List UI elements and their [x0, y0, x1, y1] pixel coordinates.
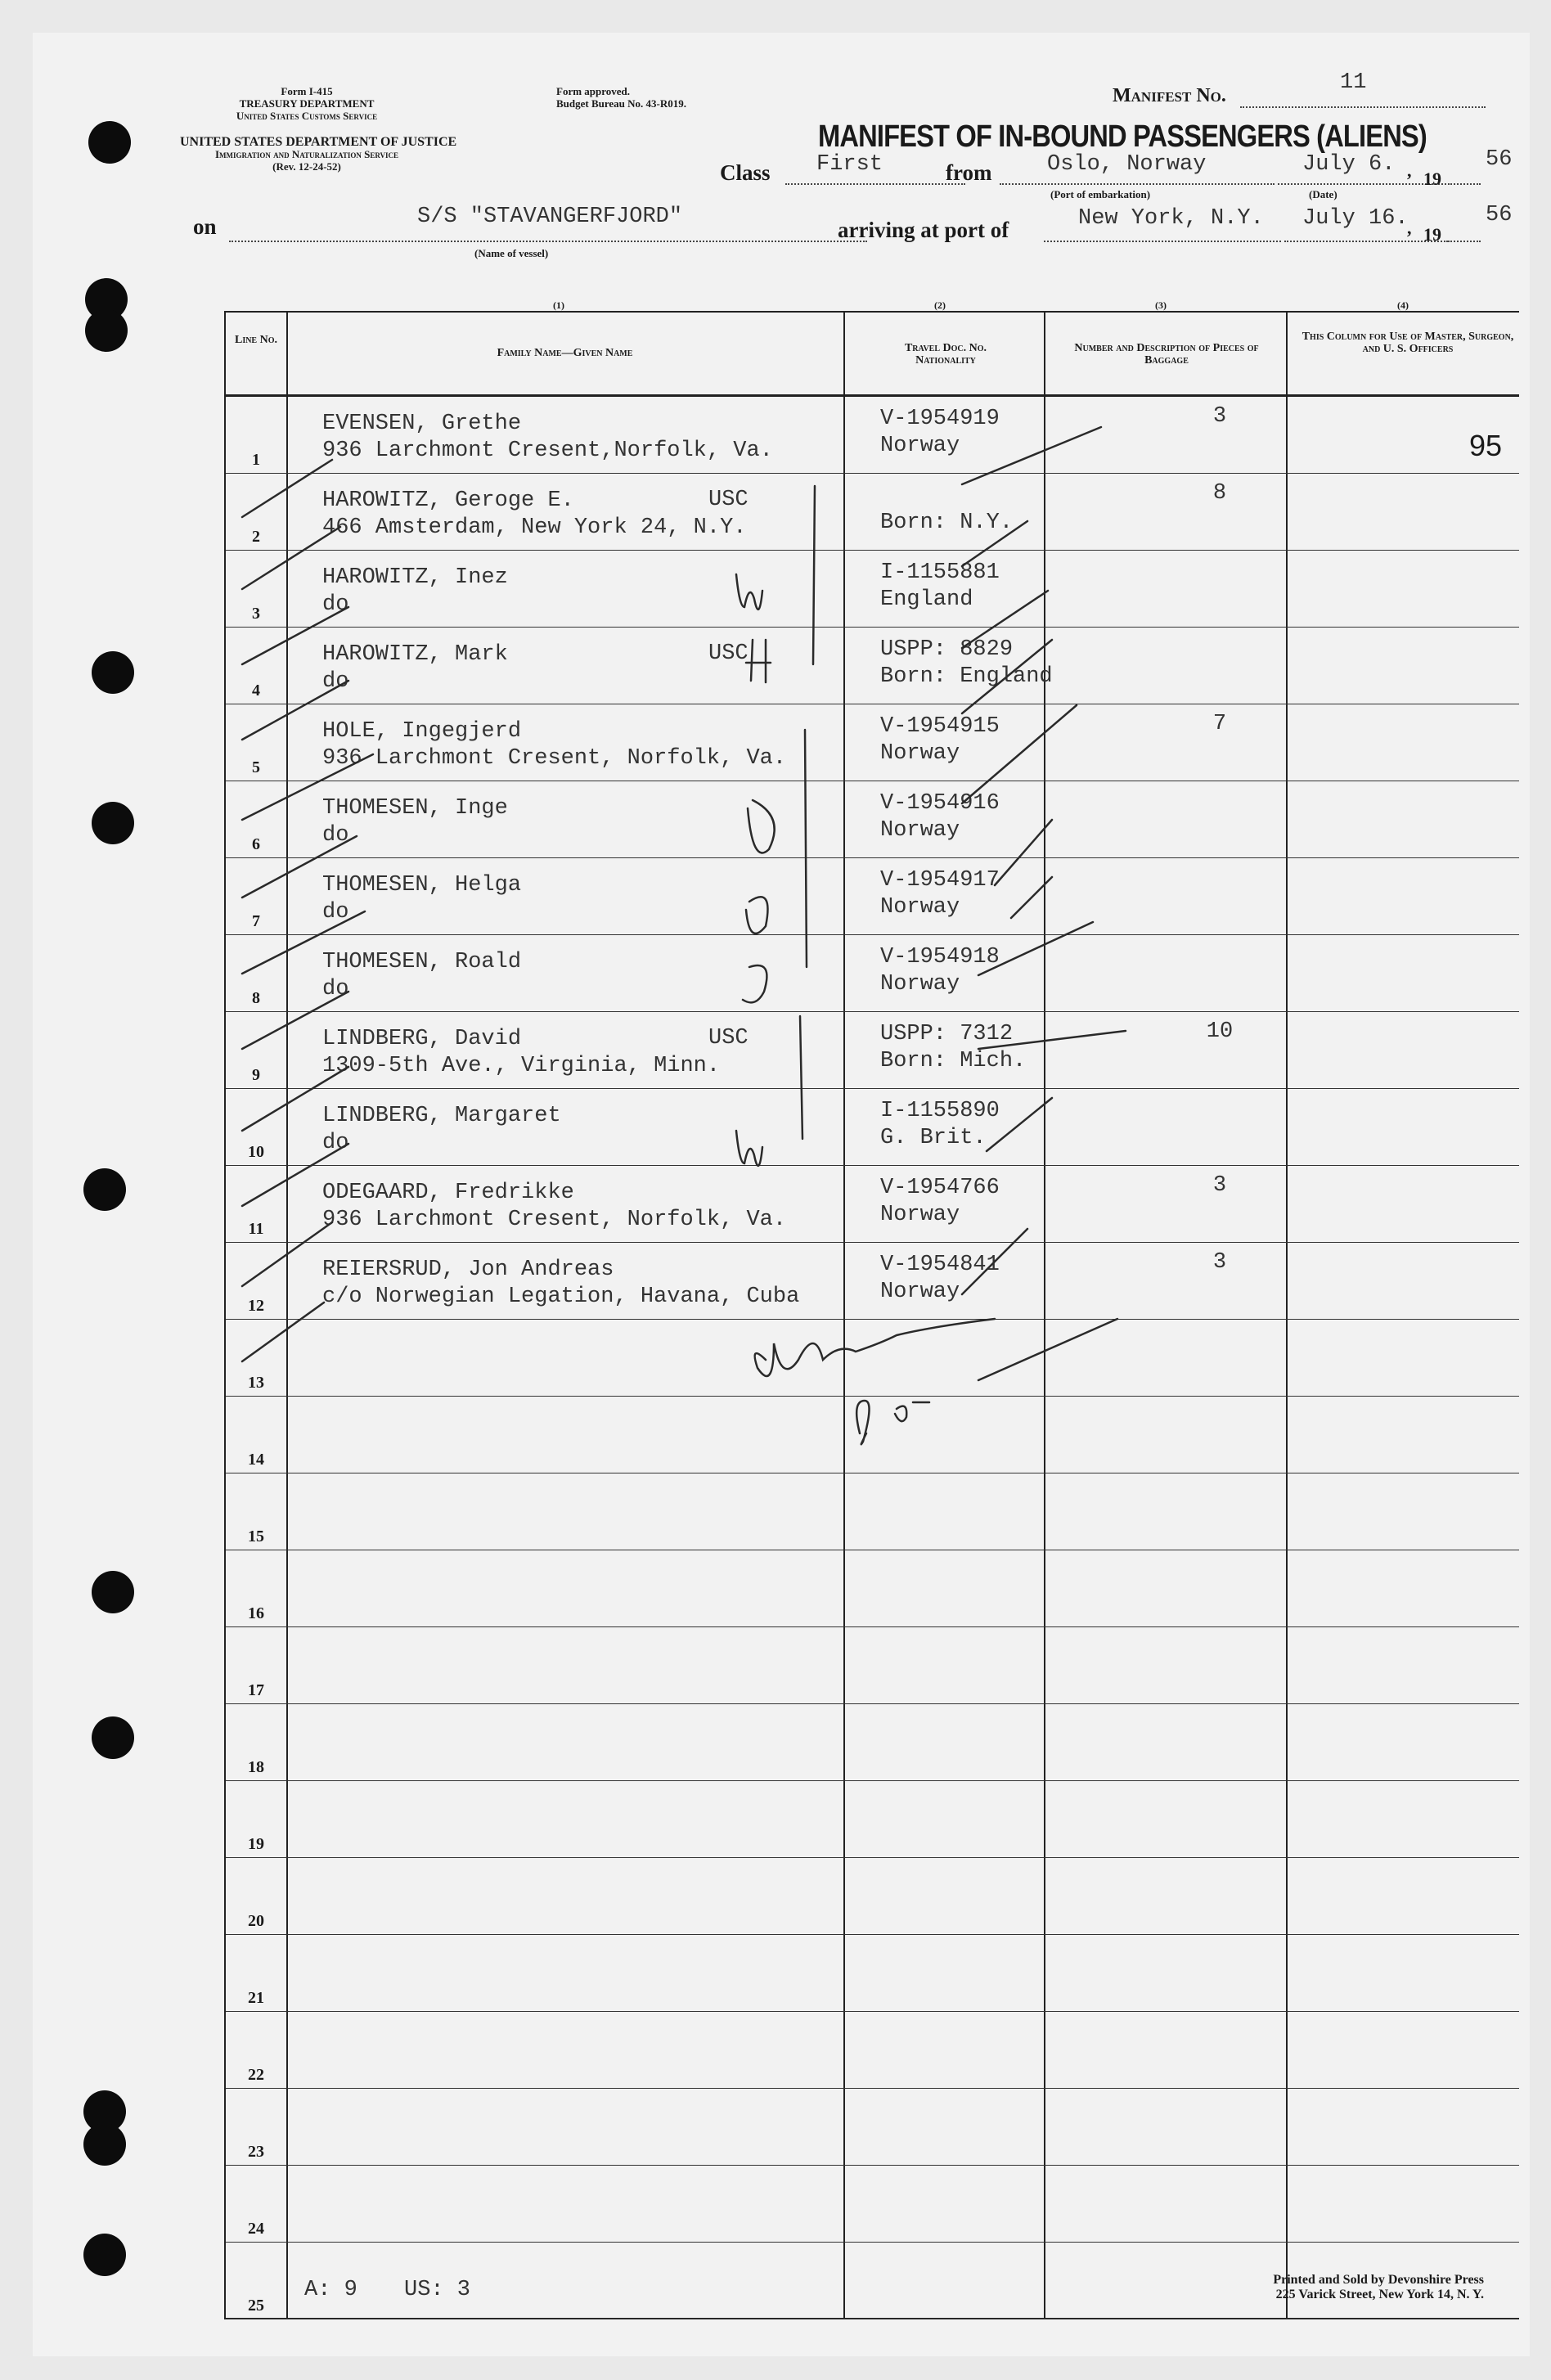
- passenger-address: do: [322, 669, 349, 694]
- line-number: 20: [248, 1912, 264, 1930]
- class-value: First: [816, 152, 883, 177]
- passenger-address: do: [322, 823, 349, 848]
- passenger-name-cell: [322, 411, 773, 465]
- travel-doc-number: V-1954919: [880, 407, 1000, 431]
- table-row: [226, 1857, 1519, 1935]
- vessel-name: S/S "STAVANGERFJORD": [417, 205, 683, 229]
- travel-doc-cell: [880, 483, 1013, 537]
- line-number: 6: [252, 835, 260, 853]
- from-label: from: [946, 160, 992, 185]
- travel-doc-number: V-1954918: [880, 945, 1000, 970]
- line-number: 25: [248, 2297, 264, 2315]
- nationality: Norway: [880, 434, 960, 458]
- binder-hole: [83, 2123, 126, 2166]
- passenger-address: 936 Larchmont Cresent, Norfolk, Va.: [322, 746, 787, 771]
- passenger-name: HAROWITZ, Inez: [322, 565, 508, 590]
- passenger-name-cell: [322, 641, 508, 695]
- table-row: [226, 396, 1519, 474]
- passenger-name: THOMESEN, Inge: [322, 796, 508, 821]
- table-row: [226, 857, 1519, 935]
- year-line-2: [1448, 241, 1481, 242]
- nationality: G. Brit.: [880, 1126, 987, 1150]
- table-row: [226, 934, 1519, 1012]
- name-column-header: Family Name—Given Name: [497, 347, 633, 359]
- alien-tally: A: 9: [304, 2278, 357, 2302]
- binder-hole: [83, 1168, 126, 1211]
- passenger-name-cell: [322, 718, 786, 772]
- citizen-status: USC: [708, 641, 749, 666]
- printer-name: Printed and Sold by Devonshire Press: [1273, 2273, 1484, 2287]
- passenger-address: do: [322, 900, 349, 925]
- travel-doc-number: V-1954917: [880, 868, 1000, 893]
- travel-doc-number: I-1155890: [880, 1099, 1000, 1123]
- passenger-table: [224, 299, 1519, 2319]
- travel-doc-number: V-1954841: [880, 1253, 1000, 1277]
- date-caption: (Date): [1309, 188, 1337, 200]
- table-row: [226, 1088, 1519, 1166]
- table-row: [226, 1473, 1519, 1550]
- table-row: [226, 1703, 1519, 1781]
- line-number: 14: [248, 1451, 264, 1469]
- col3-number: (3): [1155, 299, 1167, 311]
- table-row: [226, 781, 1519, 858]
- passenger-address: do: [322, 1131, 349, 1155]
- passenger-name: LINDBERG, David: [322, 1027, 522, 1051]
- col4-number: (4): [1397, 299, 1409, 311]
- line-number: 10: [248, 1143, 264, 1161]
- departure-date: July 6.: [1302, 152, 1396, 177]
- travel-doc-number: V-1954916: [880, 791, 1000, 816]
- year-2: 56: [1486, 203, 1513, 227]
- table-row: [226, 2165, 1519, 2243]
- manifest-title: MANIFEST OF IN-BOUND PASSENGERS (ALIENS): [818, 119, 1427, 154]
- citizen-status: USC: [708, 488, 749, 512]
- revision-label: (Rev. 12-24-52): [272, 160, 341, 173]
- travel-doc-number: V-1954766: [880, 1176, 1000, 1200]
- form-number: Form I-415: [281, 85, 333, 97]
- table-row: [226, 1780, 1519, 1858]
- on-label: on: [193, 214, 217, 239]
- line-number: 19: [248, 1835, 264, 1853]
- line-number: 17: [248, 1681, 264, 1699]
- agency-block: [180, 85, 434, 122]
- line-number: 22: [248, 2066, 264, 2084]
- binder-hole: [83, 2234, 126, 2276]
- line-number: 18: [248, 1758, 264, 1776]
- line-number: 8: [252, 989, 260, 1007]
- travel-doc-number: [880, 483, 1013, 510]
- travel-doc-cell: [880, 867, 1000, 921]
- baggage-count: 3: [1212, 404, 1227, 429]
- nationality: Norway: [880, 818, 960, 843]
- line-number: 2: [252, 528, 260, 546]
- date-line: [1278, 183, 1446, 185]
- approval-label: Form approved.: [556, 85, 631, 97]
- table-row: [226, 1011, 1519, 1089]
- table-row: [226, 704, 1519, 781]
- line-number: 24: [248, 2220, 264, 2238]
- manifest-page: [33, 33, 1530, 2356]
- table-row: [226, 1550, 1519, 1627]
- travel-doc-cell: [880, 637, 1053, 691]
- port-arrival: New York, N.Y.: [1078, 206, 1264, 231]
- nationality: Norway: [880, 1203, 960, 1227]
- binder-hole: [92, 1716, 134, 1759]
- port-embarkation: Oslo, Norway: [1047, 152, 1207, 177]
- binder-hole: [92, 802, 134, 844]
- line-number: 11: [248, 1220, 264, 1238]
- baggage-header: Number and Description of Pieces of Baggage: [1074, 342, 1259, 367]
- travel-doc-cell: [880, 944, 1000, 998]
- binder-hole: [85, 309, 128, 352]
- table-row: [226, 2011, 1519, 2089]
- line-number: 21: [248, 1989, 264, 2007]
- travel-doc-cell: [880, 713, 1000, 767]
- passenger-address: do: [322, 592, 349, 617]
- approval-block: [556, 85, 686, 110]
- line-number: 7: [252, 912, 260, 930]
- passenger-name-cell: [322, 565, 508, 619]
- passenger-address: 936 Larchmont Cresent, Norfolk, Va.: [322, 1208, 787, 1232]
- line-no-header: Line No.: [234, 334, 277, 346]
- passenger-name: ODEGAARD, Fredrikke: [322, 1181, 574, 1205]
- nationality: Born: England: [880, 664, 1053, 689]
- passenger-address: c/o Norwegian Legation, Havana, Cuba: [322, 1284, 800, 1309]
- printer-address: 225 Varick Street, New York 14, N. Y.: [1275, 2288, 1484, 2301]
- travel-doc-cell: [880, 1252, 1000, 1306]
- manifest-no-value: 11: [1340, 70, 1367, 95]
- comma-1: ,: [1407, 160, 1412, 181]
- baggage-count: 3: [1212, 1250, 1227, 1275]
- passenger-name-cell: [322, 1257, 799, 1311]
- passenger-name: REIERSRUD, Jon Andreas: [322, 1257, 614, 1282]
- arrival-date: July 16.: [1302, 206, 1409, 231]
- year-prefix-2: 19: [1423, 224, 1441, 245]
- officer-note: 95: [1469, 429, 1503, 462]
- travel-doc-number: USPP: 7312: [880, 1022, 1014, 1046]
- citizen-status: USC: [708, 1026, 749, 1051]
- arrival-port-line: [1044, 241, 1281, 242]
- travel-doc-cell: [880, 1098, 1000, 1152]
- nationality: Norway: [880, 895, 960, 920]
- justice-label: UNITED STATES DEPARTMENT OF JUSTICE: [180, 135, 457, 149]
- travel-doc-number: USPP: 8829: [880, 637, 1014, 662]
- justice-block: [180, 135, 457, 173]
- line-number: 12: [248, 1297, 264, 1315]
- line-number: 1: [252, 451, 260, 469]
- manifest-no-label: Manifest No.: [1113, 85, 1226, 106]
- passenger-address: 466 Amsterdam, New York 24, N.Y.: [322, 515, 747, 540]
- treasury-label: TREASURY DEPARTMENT: [239, 97, 375, 110]
- passenger-address: do: [322, 977, 349, 1001]
- travel-doc-number: I-1155881: [880, 560, 1000, 585]
- nationality: Born: N.Y.: [880, 511, 1014, 535]
- line-number: 5: [252, 758, 260, 776]
- passenger-name: HOLE, Ingegjerd: [322, 719, 522, 744]
- passenger-name: THOMESEN, Helga: [322, 873, 522, 898]
- line-number: 9: [252, 1066, 260, 1084]
- table-row: [226, 1319, 1519, 1397]
- col2-number: (2): [934, 299, 946, 311]
- travel-doc-cell: [880, 790, 1000, 844]
- passenger-name-cell: [322, 1026, 720, 1080]
- table-row: [226, 1626, 1519, 1704]
- table-row: [226, 550, 1519, 628]
- passenger-address: 1309-5th Ave., Virginia, Minn.: [322, 1054, 721, 1078]
- col1-number: (1): [553, 299, 564, 311]
- travel-doc-cell: [880, 406, 1000, 460]
- printer-imprint: [1153, 2273, 1484, 2302]
- line-number: 16: [248, 1604, 264, 1622]
- passenger-name-cell: [322, 1180, 786, 1234]
- travel-doc-header: Travel Doc. No. Nationality: [904, 342, 987, 367]
- passenger-name-cell: [322, 795, 508, 849]
- passenger-name-cell: [322, 1103, 561, 1157]
- citizen-tally: US: 3: [404, 2278, 471, 2302]
- nationality: Norway: [880, 741, 960, 766]
- year-line-1: [1448, 183, 1481, 185]
- line-number: 13: [248, 1374, 264, 1392]
- baggage-count: 10: [1206, 1019, 1234, 1044]
- line-number: 3: [252, 605, 260, 623]
- line-number: 23: [248, 2143, 264, 2161]
- year-1: 56: [1486, 147, 1513, 172]
- passenger-name-cell: [322, 488, 746, 542]
- passenger-name: THOMESEN, Roald: [322, 950, 522, 974]
- travel-doc-number: V-1954915: [880, 714, 1000, 739]
- customs-label: United States Customs Service: [236, 110, 378, 122]
- passenger-name-cell: [322, 949, 521, 1003]
- table-row: [226, 1165, 1519, 1243]
- officers-header: This Column for Use of Master, Surgeon, and U. S. Officers: [1301, 331, 1514, 355]
- class-line: [785, 183, 965, 185]
- baggage-count: 8: [1212, 481, 1227, 506]
- vessel-caption: (Name of vessel): [474, 247, 549, 259]
- comma-2: ,: [1407, 218, 1412, 238]
- passenger-name: EVENSEN, Grethe: [322, 412, 522, 436]
- class-label: Class: [720, 160, 771, 185]
- embarkation-line: [1000, 183, 1275, 185]
- passenger-address: 936 Larchmont Cresent,Norfolk, Va.: [322, 439, 773, 463]
- embarkation-caption: (Port of embarkation): [1050, 188, 1151, 200]
- baggage-count: 7: [1212, 712, 1227, 736]
- table-row: [226, 1242, 1519, 1320]
- table-row: [226, 1934, 1519, 2012]
- table-row: [226, 473, 1519, 551]
- nationality: Born: Mich.: [880, 1049, 1027, 1073]
- travel-doc-cell: [880, 560, 1000, 614]
- travel-doc-cell: [880, 1021, 1026, 1075]
- nationality: Norway: [880, 1280, 960, 1304]
- travel-doc-cell: [880, 1175, 1000, 1229]
- passenger-name-cell: [322, 872, 521, 926]
- vessel-line: [229, 241, 867, 242]
- binder-hole: [88, 121, 131, 164]
- table-row: [226, 627, 1519, 704]
- baggage-count: 3: [1212, 1173, 1227, 1198]
- line-number: 15: [248, 1527, 264, 1545]
- budget-label: Budget Bureau No. 43-R019.: [556, 97, 687, 110]
- passenger-name: HAROWITZ, Geroge E.: [322, 488, 574, 513]
- nationality: England: [880, 587, 973, 612]
- binder-hole: [92, 1571, 134, 1613]
- table-row: [226, 1396, 1519, 1473]
- table-row: [226, 2088, 1519, 2166]
- ins-label: Immigration and Naturalization Service: [214, 148, 399, 160]
- passenger-name: LINDBERG, Margaret: [322, 1104, 561, 1128]
- nationality: Norway: [880, 972, 960, 997]
- line-number: 4: [252, 682, 260, 700]
- arriving-label: arriving at port of: [838, 218, 1009, 242]
- year-prefix-1: 19: [1423, 169, 1441, 189]
- passenger-name: HAROWITZ, Mark: [322, 642, 508, 667]
- manifest-no-line: [1240, 106, 1486, 108]
- binder-hole: [92, 651, 134, 694]
